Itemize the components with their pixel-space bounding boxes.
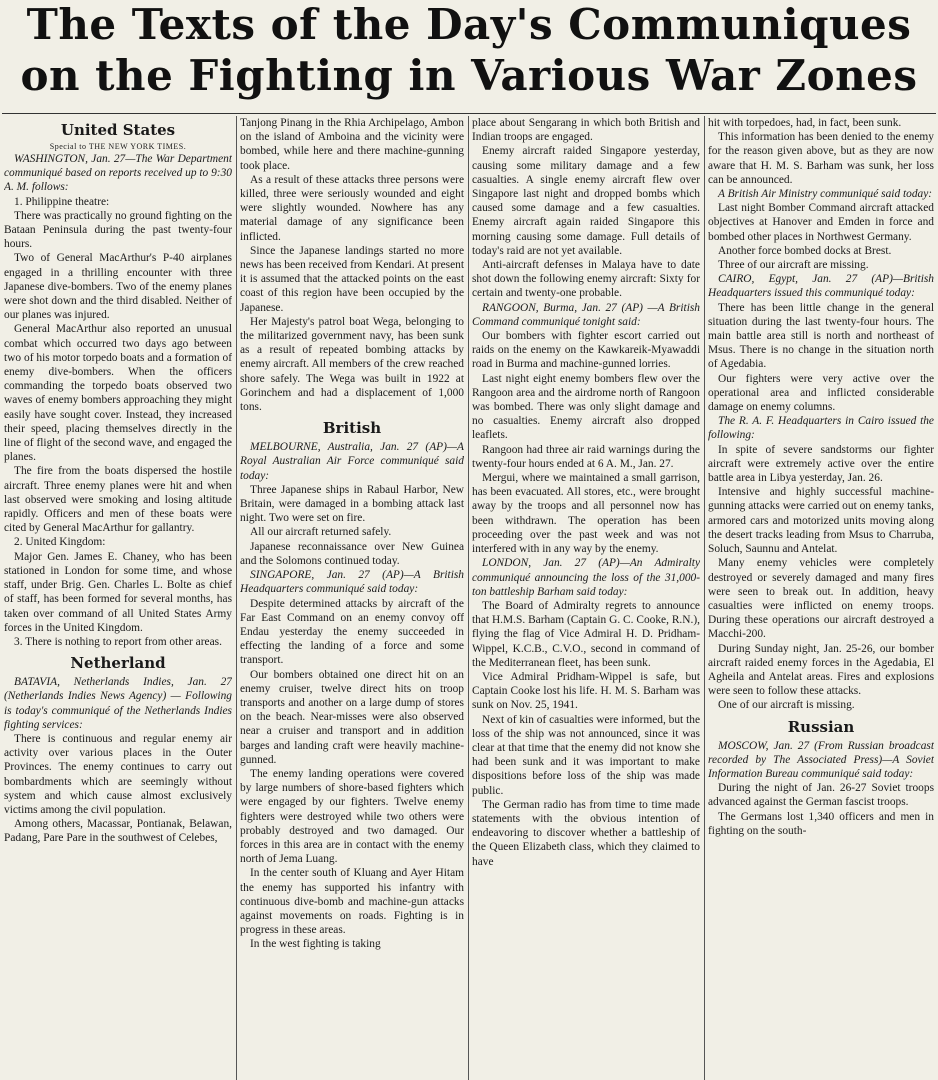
- paragraph: Intensive and highly successful machine-gunning attacks were carried out on enemy tanks, armored cars and motorized units moving along the desert tracks leading from Msus to Charruba, Soluch, Saunnu and Antelat.: [708, 486, 934, 556]
- paragraph: Another force bombed docks at Brest.: [718, 244, 892, 257]
- paragraph: hit with torpedoes, had, in fact, been sunk.: [708, 117, 902, 129]
- paragraph: Rangoon had three air raid warnings during the twenty-four hours ended at 6 A. M., Jan. 27.: [472, 443, 700, 470]
- dateline-singapore: SINGAPORE, Jan. 27 (AP)—A British Headquarters communiqué said today:: [240, 569, 464, 596]
- dateline-melbourne: MELBOURNE, Australia, Jan. 27 (AP)—A Royal Australian Air Force communiqué said today:: [240, 441, 464, 482]
- paragraph: place about Sengarang in which both British and Indian troops are engaged.: [472, 117, 700, 144]
- paragraph: Many enemy vehicles were completely destroyed or severely damaged and many fires were seen to break out. In addition, heavy casualties were inflicted on enemy troops. During these operations our aircraft destroyed a Macchi-200.: [708, 557, 934, 641]
- paragraph: Next of kin of casualties were informed, but the loss of the ship was not announced, since it was clear at that time that the enemy did not know she had been sunk and it was important to make dispositions before loss of the ship was made public.: [472, 713, 700, 797]
- paragraph: Last night Bomber Command aircraft attacked objectives at Hanover and Emden in force and bombed other places in Northwest Germany.: [708, 202, 934, 243]
- section-heading-russian: Russian: [787, 717, 855, 736]
- paragraph: Our fighters were very active over the operational area and inflicted considerable damage on enemy columns.: [708, 372, 934, 414]
- headline-rule: [2, 113, 936, 114]
- headline-line-1: The Texts of the Day's Communiques: [26, 0, 912, 49]
- paragraph: In the west fighting is taking: [250, 938, 381, 951]
- paragraph: Vice Admiral Pridham-Wippel is safe, but Captain Cooke lost his life. H. M. S. Barham was sunk on Nov. 25, 1941.: [472, 670, 700, 712]
- paragraph: During the night of Jan. 26-27 Soviet troops advanced against the German fascist troops.: [708, 782, 934, 809]
- dateline-air-ministry: A British Air Ministry communiqué said today:: [718, 188, 933, 201]
- dateline-rangoon: RANGOON, Burma, Jan. 27 (AP) —A British Command communiqué tonight said:: [472, 301, 700, 328]
- dateline-cairo: CAIRO, Egypt, Jan. 27 (AP)—British Headquarters issued this communiqué today:: [708, 273, 934, 300]
- paragraph: The enemy landing operations were covered by large numbers of shore-based fighters which were engaged by our fighters. Twelve enemy fighters were destroyed while two others were probably destroyed and two damaged. Our forces in this area are in contact with the enemy north of Jema Luang.: [240, 767, 464, 866]
- dateline-moscow: MOSCOW, Jan. 27 (From Russian broadcast recorded by The Associated Press)—A Soviet Information Bureau communiqué said today:: [708, 739, 934, 780]
- paragraph: The Germans lost 1,340 officers and men in fighting on the south-: [708, 810, 934, 837]
- paragraph: There is continuous and regular enemy air activity over various places in the Outer Provinces. The enemy continues to carry out bombardments which are seemingly without system and which cause almost exclusively victims among the civil population.: [4, 732, 232, 816]
- paragraph: Our bombers with fighter escort carried out raids on the enemy on the Kawkareik-Myawaddi road in Burma and machine-gunned lorries.: [472, 330, 700, 371]
- paragraph: There has been little change in the general situation during the last twenty-four hours. The main battle area still is north and northeast of Msus. There is no change in the situation north of Agedabia.: [708, 301, 934, 371]
- paragraph: 2. United Kingdom:: [14, 536, 106, 549]
- section-heading-british: British: [322, 419, 382, 438]
- paragraph: 3. There is nothing to report from other areas.: [14, 635, 222, 648]
- paragraph: Tanjong Pinang in the Rhia Archipelago, Ambon on the island of Amboina and the vicinity were bombed, while here and there machine-gunning took place.: [240, 117, 464, 172]
- paragraph: Among others, Macassar, Pontianak, Belawan, Padang, Pare Pare in the southwest of Celebes,: [4, 818, 232, 845]
- section-heading-netherland: Netherland: [70, 654, 166, 673]
- paragraph: Last night eight enemy bombers flew over the Rangoon area and the airdrome north of Rangoon was bombed. There was only slight damage and no casualties. Enemy aircraft also dropped leaflets.: [472, 372, 700, 442]
- byline-credit: Special to THE NEW YORK TIMES.: [49, 142, 187, 151]
- paragraph: The German radio has from time to time made statements with the obvious intention of endeavoring to discover whether a battleship of the Queen Elizabeth class, which they claimed to have: [472, 798, 700, 868]
- dateline-batavia: BATAVIA, Netherlands Indies, Jan. 27 (Netherlands Indies News Agency) — Following is today's communiqué of the Netherlands Indies fighting services:: [4, 676, 232, 731]
- paragraph: General MacArthur also reported an unusual combat which occurred two days ago between two of his motor torpedo boats and a formation of enemy dive-bombers. When the officers commanding the torpedo boats observed two waves of enemy bombers approaching they might easily have sought cover. Instead, they increased their speed, placing themselves directly in the line of flight of the second wave, and engaged the planes.: [4, 323, 232, 464]
- paragraph: Anti-aircraft defenses in Malaya have to date shot down the following enemy aircraft: Sixty for certain and twenty-one probable.: [472, 259, 700, 300]
- paragraph: Three Japanese ships in Rabaul Harbor, New Britain, were damaged in a bombing attack last night. Two were set on fire.: [240, 483, 464, 525]
- paragraph: Japanese reconnaissance over New Guinea and the Solomons continued today.: [240, 540, 464, 567]
- column-4: [708, 116, 934, 1080]
- paragraph: Major Gen. James E. Chaney, who has been stationed in London for some time, and whose staff, under Brig. Gen. Charles L. Bolte as chief of staff, has been formed for several months, has taken over command of all United States Army forces in the United Kingdom.: [4, 550, 232, 634]
- paragraph: Despite determined attacks by aircraft of the Far East Command on an enemy convoy off Endau yesterday the enemy succeeded in effecting the landing of a force and some transport.: [240, 597, 464, 667]
- column-divider: [468, 116, 469, 1080]
- paragraph: Her Majesty's patrol boat Wega, belonging to the militarized government navy, has been sunk as a result of repeated bombing attacks by enemy aircraft. All members of the crew reached shore safely. The Wega was built in 1922 at Gorinchem and had a displacement of 1,000 tons.: [240, 315, 464, 414]
- paragraph: This information has been denied to the enemy for the reason given above, but as they are now aware that H. M. S. Barham was sunk, her loss can be announced.: [708, 131, 934, 186]
- paragraph: The fire from the boats dispersed the hostile aircraft. Three enemy planes were hit and when last observed were smoking and losing altitude rapidly. Officers and men of these boats were cited by General MacArthur for gallantry.: [4, 465, 232, 535]
- paragraph: All our aircraft returned safely.: [250, 526, 392, 539]
- paragraph: During Sunday night, Jan. 25-26, our bomber aircraft raided enemy forces in the Agedabia, El Agheila and Antelat areas. Fires and explosions were seen to follow these attacks.: [708, 642, 934, 698]
- headline-line-2: on the Fighting in Various War Zones: [20, 51, 918, 100]
- paragraph: In the center south of Kluang and Ayer Hitam the enemy has supported his infantry with continuous dive-bomb and machine-gun attacks against movements on roads. Fighting is in progress in these areas.: [240, 867, 464, 937]
- paragraph: Since the Japanese landings started no more news has been received from Kendari. At present it is assumed that the attacked points on the east coast of this region have been occupied by the Japanese.: [240, 244, 464, 314]
- dateline-london: LONDON, Jan. 27 (AP)—An Admiralty communiqué announcing the loss of the 31,000-ton battleship Barham said today:: [472, 557, 700, 598]
- column-divider: [236, 116, 237, 1080]
- dateline-washington: WASHINGTON, Jan. 27—The War Department communiqué based on reports received up to 9:30 A. M. follows:: [4, 153, 232, 194]
- column-1: [4, 116, 232, 1080]
- section-heading-united-states: United States: [60, 121, 176, 139]
- paragraph: There was practically no ground fighting on the Bataan Peninsula during the past twenty-four hours.: [4, 209, 232, 251]
- paragraph: Enemy aircraft raided Singapore yesterday, causing some military damage and a few casualties. A single enemy aircraft flew over Singapore last night and dropped bombs which caused some damage and a few casualties. Enemy aircraft again raided Singapore this morning causing some damage. Full details of today's raid are not yet available.: [472, 145, 700, 257]
- headline: [0, 0, 938, 112]
- dateline-raf-cairo: The R. A. F. Headquarters in Cairo issued the following:: [708, 415, 934, 442]
- paragraph: 1. Philippine theatre:: [14, 195, 110, 208]
- column-3: [472, 116, 700, 1080]
- paragraph: Our bombers obtained one direct hit on an enemy cruiser, twelve direct hits on troop transports and another on a large dump of stores on the beach. Near-misses were also observed near a cruiser and transport and in addition barges and landing craft were heavily machine-gunned.: [240, 668, 464, 766]
- paragraph: One of our aircraft is missing.: [718, 699, 855, 712]
- paragraph: The Board of Admiralty regrets to announce that H.M.S. Barham (Captain G. C. Cooke, R.N.), flying the flag of Vice Admiral H. D. Pridham-Wippel, K.C.B., C.V.O., second in command of the Mediterranean fleet, has been sunk.: [472, 599, 700, 669]
- paragraph: As a result of these attacks three persons were killed, three were seriously wounded and eight were slightly wounded. Nowhere has any material damage of any significance been inflicted.: [240, 173, 464, 243]
- paragraph: Mergui, where we maintained a small garrison, has been evacuated. All stores, etc., were brought away by the troops and all personnel now has been withdrawn. The operation has been proceeding over the past week and was not interfered with in any way by the enemy.: [472, 472, 700, 556]
- paragraph: In spite of severe sandstorms our fighter aircraft were extremely active over the entire battle area in Libya yesterday, Jan. 26.: [708, 443, 934, 485]
- paragraph: Two of General MacArthur's P-40 airplanes engaged in a thrilling encounter with three Japanese dive-bombers. Two of the enemy planes were shot down and the third disabled. Neither of our planes was injured.: [4, 252, 232, 322]
- column-divider: [704, 116, 705, 1080]
- column-2: [240, 116, 464, 1080]
- paragraph: Three of our aircraft are missing.: [718, 259, 869, 272]
